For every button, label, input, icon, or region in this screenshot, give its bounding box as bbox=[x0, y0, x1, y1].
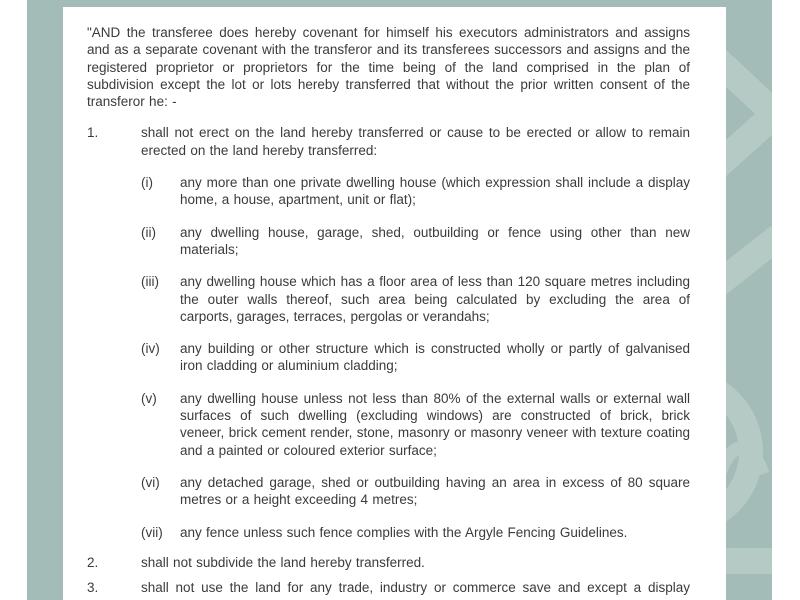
subclause-vi-number: (vi) bbox=[141, 474, 160, 490]
subclause-v bbox=[141, 390, 690, 459]
clause-3-number: 3. bbox=[87, 580, 99, 596]
clause-1 bbox=[87, 124, 690, 540]
clause-3 bbox=[87, 579, 690, 596]
subclause-ii-number: (ii) bbox=[141, 224, 156, 240]
clause-1-subclauses bbox=[141, 174, 690, 541]
subclause-v-text: any dwelling house unless not less than 80% of the external walls or external wall surfaces of such dwelling (excluding windows) are constructed of brick, brick veneer, brick cement render, stone, masonry or masonry veneer with texture coating and a painted or coloured exterior surface; bbox=[180, 390, 690, 458]
subclause-iii-text: any dwelling house which has a floor area of less than 120 square metres including the outer walls thereof, such area being calculated by excluding the area of carports, garages, terraces, pergolas or verandahs; bbox=[180, 274, 690, 324]
clause-2-row bbox=[87, 554, 690, 571]
subclause-ii bbox=[141, 224, 690, 259]
subclause-iv bbox=[141, 340, 690, 375]
subclause-iii-number: (iii) bbox=[141, 274, 159, 290]
subclause-v-number: (v) bbox=[141, 390, 157, 406]
clause-1-number: 1. bbox=[87, 125, 99, 141]
subclause-i-number: (i) bbox=[141, 175, 153, 191]
clause-1-text: shall not erect on the land hereby transferred or cause to be erected or allow to remain erected on the land hereby transferred: bbox=[141, 125, 690, 158]
subclause-iii bbox=[141, 273, 690, 325]
document-content bbox=[87, 24, 690, 596]
subclause-vii-number: (vii) bbox=[141, 524, 163, 540]
clause-2 bbox=[87, 554, 690, 571]
subclause-vii-text: any fence unless such fence complies with the Argyle Fencing Guidelines. bbox=[180, 524, 628, 540]
subclause-iv-text: any building or other structure which is constructed wholly or partly of galvanised iron cladding or aluminium cladding; bbox=[180, 341, 690, 374]
clause-2-number: 2. bbox=[87, 554, 99, 570]
subclause-i bbox=[141, 174, 690, 209]
clause-3-text: shall not use the land for any trade, industry or commerce save and except a display bbox=[141, 580, 690, 596]
subclause-iv-number: (iv) bbox=[141, 341, 160, 357]
document-page bbox=[63, 7, 726, 600]
subclause-vi bbox=[141, 474, 690, 509]
subclause-ii-text: any dwelling house, garage, shed, outbuilding or fence using other than new materials; bbox=[180, 224, 690, 257]
subclause-vii bbox=[141, 524, 690, 541]
subclause-i-text: any more than one private dwelling house (which expression shall include a display home, a house, apartment, unit or flat); bbox=[180, 175, 690, 208]
clause-2-text: shall not subdivide the land hereby transferred. bbox=[141, 554, 425, 570]
subclause-vi-text: any detached garage, shed or outbuilding having an area in excess of 80 square metres or a height exceeding 4 metres; bbox=[180, 474, 690, 508]
clause-3-row bbox=[87, 579, 690, 596]
covenant-preamble: "AND the transferee does hereby covenant for himself his executors administrators and assigns and as a separate covenant with the transferor and its transferees successors and assigns and the registered proprietor or proprietors for the time being of the land comprised in the plan of subdivision except the lot or lots hereby transferred that without the prior written consent of the transferor he: - bbox=[87, 25, 690, 110]
clause-1-row bbox=[87, 124, 690, 159]
